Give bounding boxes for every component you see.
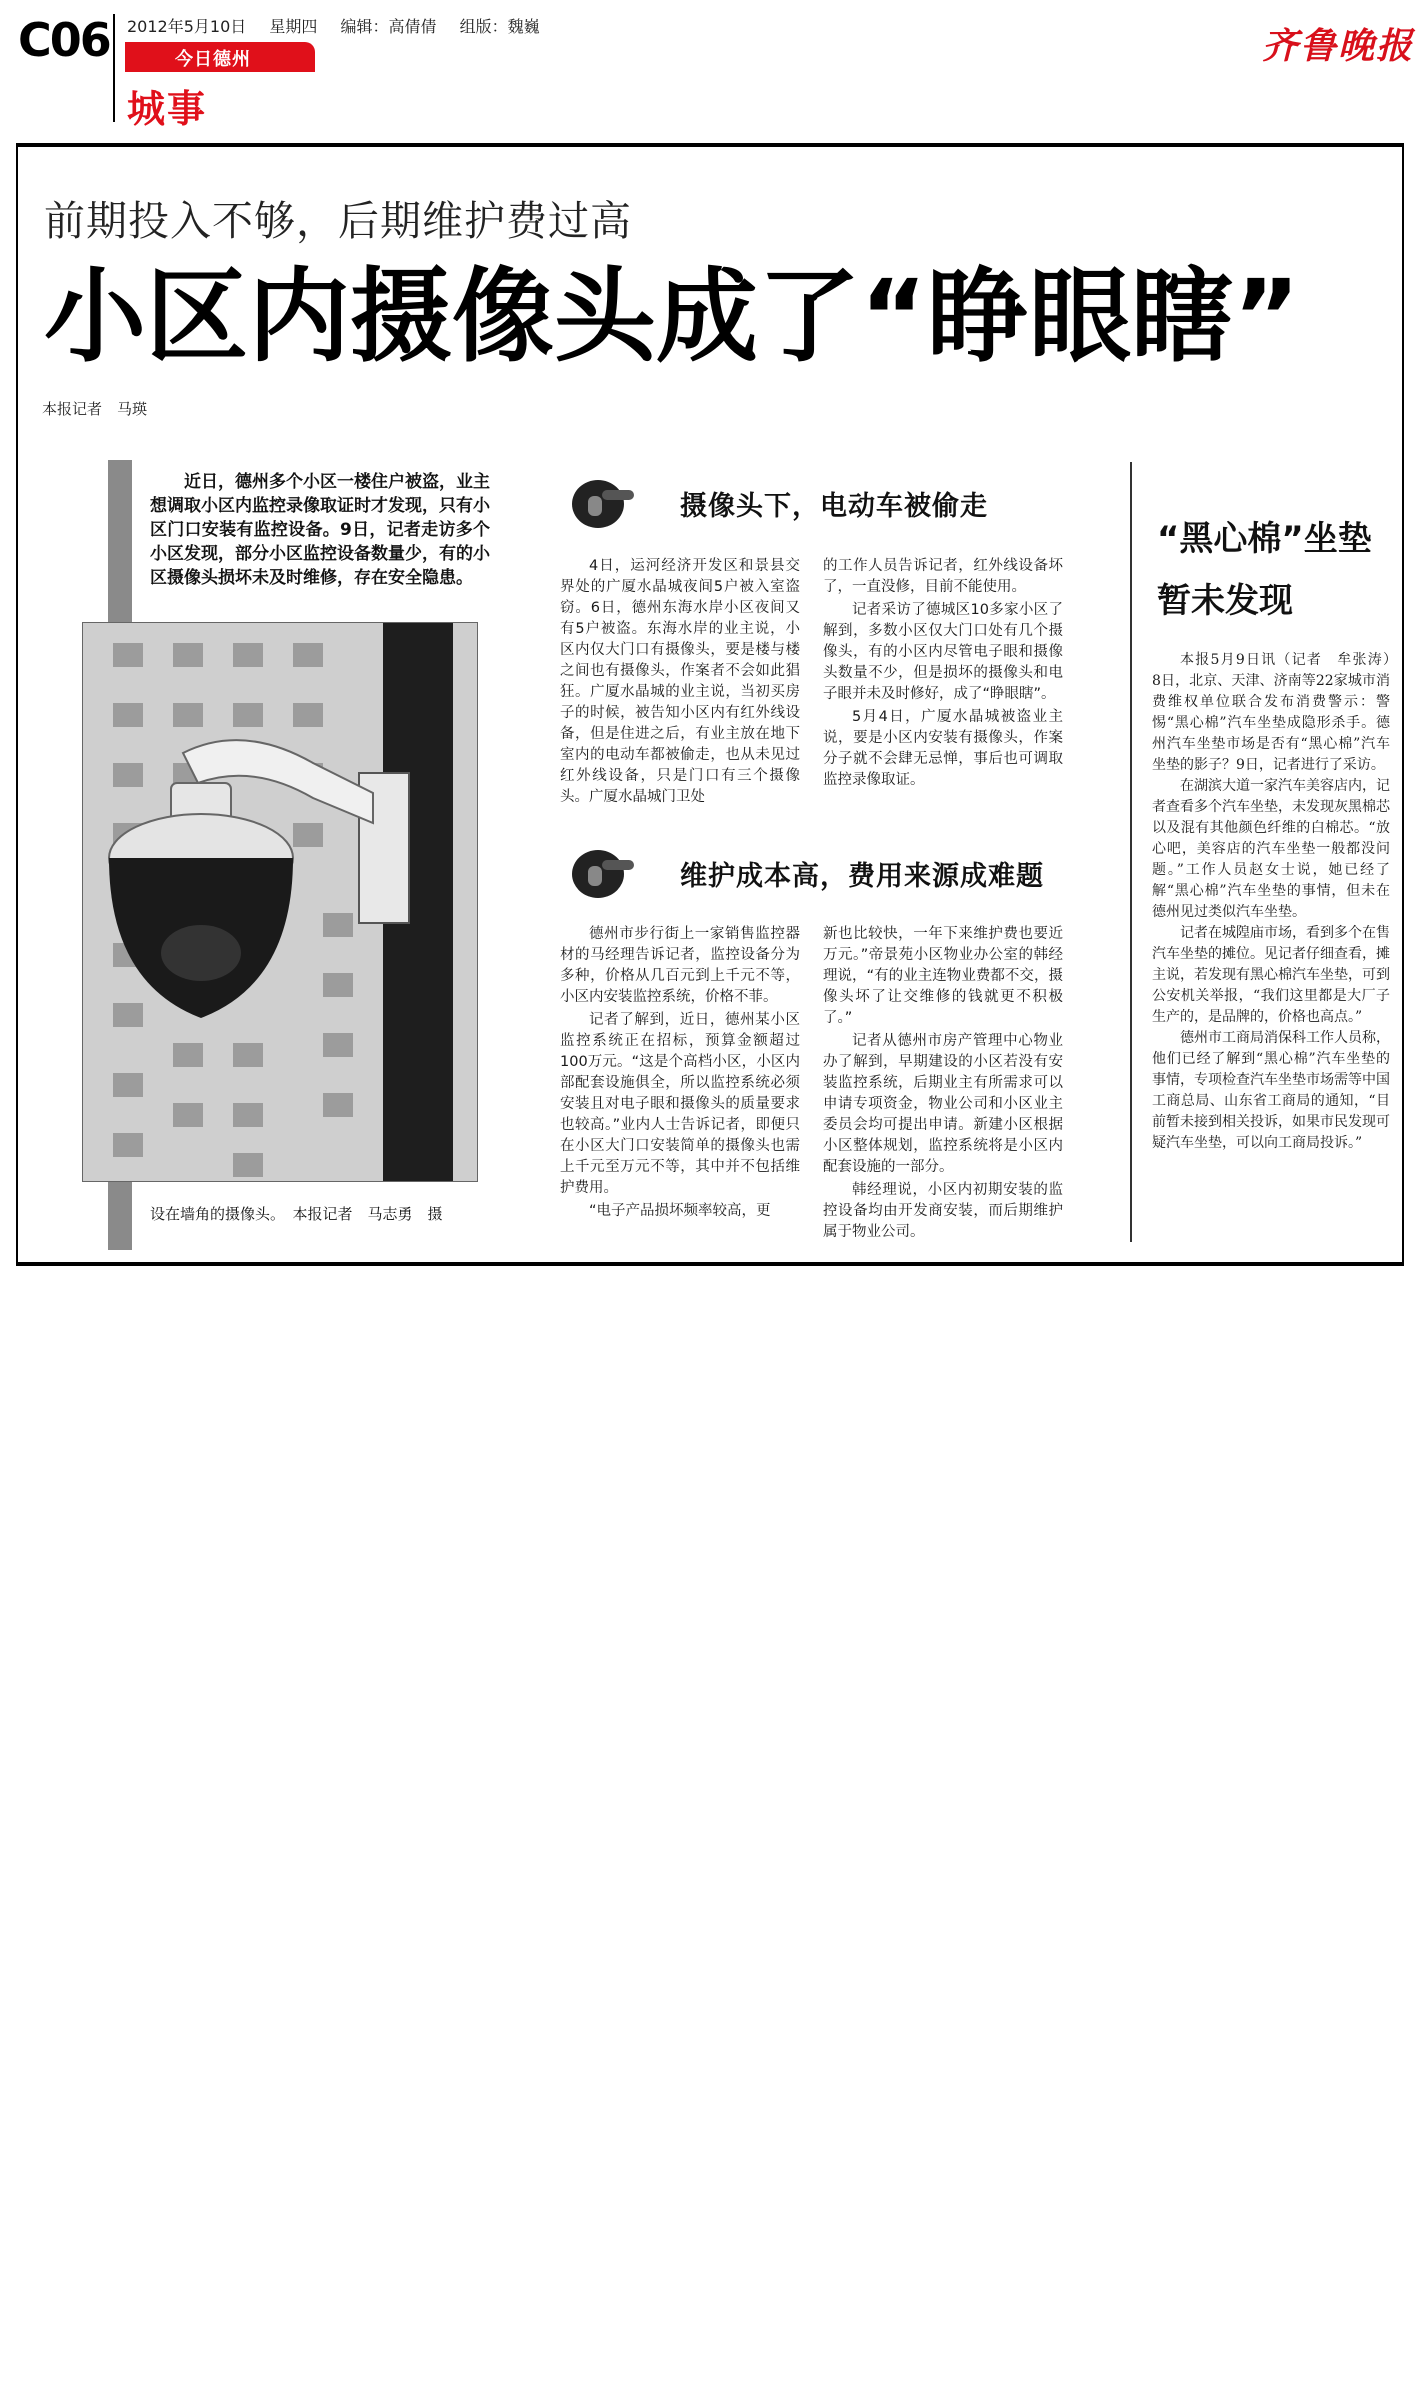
section-tab [125,42,315,72]
sidebar-title-line1: “黑心棉”坐垫 [1157,519,1372,559]
article-kicker: 前期投入不够，后期维护费过高 [44,197,632,245]
layout-credit: 组版：魏巍 [459,17,540,36]
section-tab-label: 今日德州 [175,49,251,70]
camera-photo [82,622,478,1182]
pointing-hand-icon [568,836,638,906]
issue-date: 2012年5月10日 [127,17,247,36]
paragraph: “电子产品损坏频率较高，更 [589,1203,771,1219]
paragraph: 记者采访了德城区10多家小区了解到，多数小区仅大门口处有几个摄像头，有的小区内尽管电子眼和摄像头数量不少，但是损坏的摄像头和电子眼并未及时修好，成了“睁眼瞎”。 [823,602,1063,702]
paragraph: 的工作人员告诉记者，红外线设备坏了，一直没修，目前不能使用。 [823,558,1063,595]
section2-heading [568,836,1088,906]
sidebar-title [1157,508,1397,632]
paragraph: 5月4日，广厦水晶城被盗业主说，要是小区内安装有摄像头，作案分子就不会肆无忌惮，事后也可调取监控录像取证。 [823,709,1063,788]
newspaper-logo: 齐鲁晚报 [1262,25,1415,67]
section2-column-a [560,924,800,1224]
section1-heading [568,466,1088,536]
sidebar-title-line2: 暂未发现 [1157,581,1293,621]
section2-heading-text: 维护成本高，费用来源成难题 [680,861,1044,892]
section1-heading-text: 摄像头下，电动车被偷走 [680,491,988,522]
article-headline: 小区内摄像头成了“睁眼瞎” [44,258,1301,377]
page-number: C06 [18,13,110,67]
paragraph: 韩经理说，小区内初期安装的监控设备均由开发商安装，而后期维护属于物业公司。 [823,1182,1063,1240]
pointing-hand-icon [568,466,638,536]
section-name: 城事 [127,87,208,131]
paragraph: 在湖滨大道一家汽车美容店内，记者查看多个汽车坐垫，未发现灰黑棉芯以及混有其他颜色纤维的白棉芯。“放心吧，美容店的汽车坐垫一般都没问题。”工作人员赵女士说，她已经了解“黑心棉”汽车坐垫的事情，但未在德州见过类似汽车坐垫。 [1152,778,1390,920]
photo-caption: 设在墙角的摄像头。 本报记者 马志勇 摄 [150,1205,443,1223]
paragraph: 记者从德州市房产管理中心物业办了解到，早期建设的小区若没有安装监控系统，后期业主有所需求可以申请专项资金，物业公司和小区业主委员会均可提出申请。新建小区根据小区整体规划，监控系统将是小区内配套设施的一部分。 [823,1033,1063,1175]
issue-meta [127,14,558,37]
editor-credit: 编辑：高倩倩 [340,17,437,36]
issue-weekday: 星期四 [269,17,318,36]
paragraph: 4日，运河经济开发区和景县交界处的广厦水晶城夜间5户被入室盗窃。6日，德州东海水岸小区夜间又有5户被盗。东海水岸的业主说，小区内仅大门口有摄像头，要是楼与楼之间也有摄像头，作案者不会如此猖狂。广厦水晶城的业主说，当初买房子的时候，被告知小区内有红外线设备，但是住进之后，有业主放在地下室内的电动车都被偷走，也从未见过红外线设备，只是门口有三个摄像头。广厦水晶城门卫处 [560,558,800,805]
section1-column-a [560,556,800,810]
paragraph: 记者了解到，近日，德州某小区监控系统正在招标，预算金额超过100万元。“这是个高档小区，小区内部配套设施俱全，所以监控系统必须安装且对电子眼和摄像头的质量要求也较高。”业内人士告诉记者，即便只在小区大门口安装简单的摄像头也需上千元至万元不等，其中并不包括维护费用。 [560,1012,800,1196]
paragraph: 德州市步行街上一家销售监控器材的马经理告诉记者，监控设备分为多种，价格从几百元到上千元不等，小区内安装监控系统，价格不菲。 [560,926,800,1005]
paragraph: 德州市工商局消保科工作人员称，他们已经了解到“黑心棉”汽车坐垫的事情，专项检查汽车坐垫市场需等中国工商总局、山东省工商局的通知，“目前暂未接到相关投诉，如果市民发现可疑汽车坐垫，可以向工商局投诉。” [1152,1030,1390,1151]
article-byline: 本报记者 马瑛 [42,400,148,418]
paragraph: 记者在城隍庙市场，看到多个在售汽车坐垫的摊位。见记者仔细查看，摊主说，若发现有黑心棉汽车坐垫，可到公安机关举报，“我们这里都是大厂子生产的，是品牌的，价格也高点。” [1152,925,1390,1025]
paragraph: 新也比较快，一年下来维护费也要近万元。”帝景苑小区物业办公室的韩经理说，“有的业主连物业费都不交，摄像头坏了让交维修的钱就更不积极了。” [823,926,1063,1026]
paragraph: 本报5月9日讯（记者 牟张涛） 8日，北京、天津、济南等22家城市消费维权单位联合发布消费警示：警惕“黑心棉”汽车坐垫成隐形杀手。德州汽车坐垫市场是否有“黑心棉”汽车坐垫的影子？9日，记者进行了采访。 [1152,652,1404,773]
article-lede [150,470,490,590]
lede-text: 近日，德州多个小区一楼住户被盗，业主想调取小区内监控录像取证时才发现，只有小区门口安装有监控设备。9日，记者走访多个小区发现，部分小区监控设备数量少，有的小区摄像头损坏未及时维修，存在安全隐患。 [150,472,490,588]
sidebar-divider [1130,462,1132,1242]
section2-column-b [823,924,1063,1245]
masthead-divider [113,14,115,122]
section1-column-b [823,556,1063,793]
sidebar-body [1152,650,1404,1154]
